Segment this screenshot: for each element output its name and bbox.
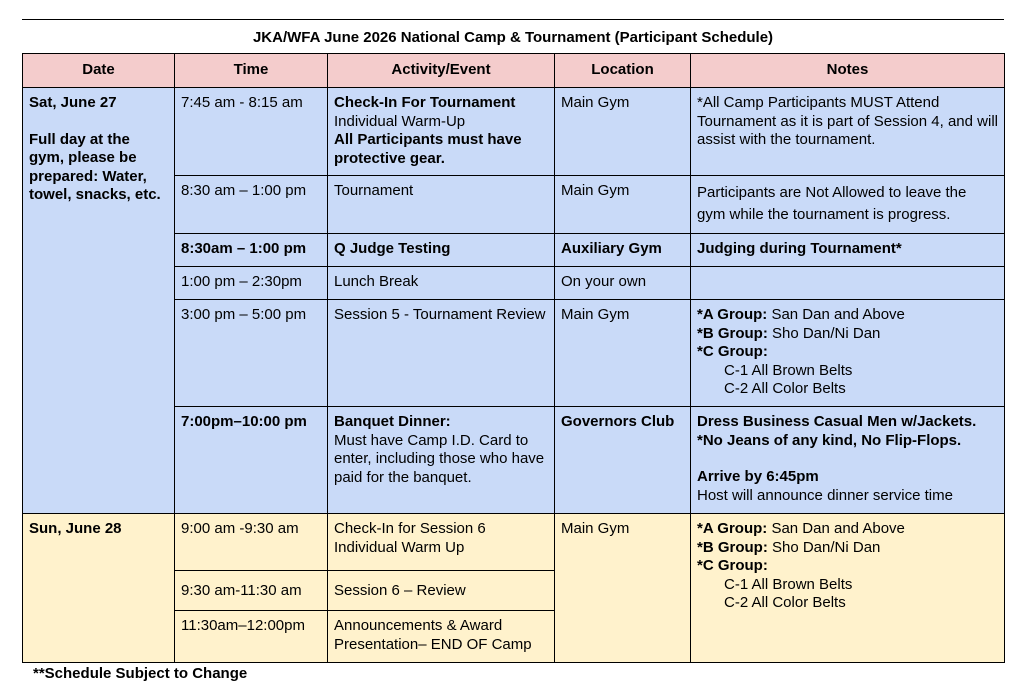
time-cell: 8:30 am – 1:00 pm (175, 176, 328, 234)
group-a-label: *A Group: (697, 520, 768, 537)
schedule-table (22, 53, 1005, 663)
group-b (697, 325, 998, 344)
location-cell (555, 407, 691, 514)
header-activity: Activity/Event (328, 54, 555, 88)
table-row (23, 88, 1005, 176)
group-a-label: *A Group: (697, 306, 768, 323)
group-b (697, 539, 998, 558)
notes-cell (691, 514, 1005, 663)
date-cell-sat (23, 88, 175, 514)
activity-cell (328, 88, 555, 176)
arrive-by: Arrive by 6:45pm (697, 468, 819, 485)
header-notes: Notes (691, 54, 1005, 88)
activity-cell: Announcements & Award Presentation– END OF Camp (328, 611, 555, 663)
group-b-text: Sho Dan/Ni Dan (767, 324, 881, 342)
time-cell: 9:30 am-11:30 am (175, 571, 328, 611)
dress-code: Dress Business Casual Men w/Jackets. (697, 413, 977, 430)
group-c2: C-2 All Color Belts (724, 594, 846, 611)
activity-cell: Lunch Break (328, 267, 555, 300)
date-label: Sun, June 28 (29, 520, 122, 537)
group-c-label: *C Group: (697, 557, 768, 574)
activity-text: Q Judge Testing (334, 240, 451, 257)
time-cell: 7:45 am - 8:15 am (175, 88, 328, 176)
group-a-text: San Dan and Above (767, 306, 905, 323)
group-a (697, 520, 998, 539)
group-c1: C-1 All Brown Belts (724, 575, 853, 593)
time-cell (175, 407, 328, 514)
notes-cell (691, 300, 1005, 407)
group-b-label: *B Group: (697, 324, 768, 342)
activity-cell (328, 407, 555, 514)
activity-line: Individual Warm-Up (334, 112, 466, 130)
activity-cell: Session 6 – Review (328, 571, 555, 611)
activity-title: Check-In For Tournament (334, 94, 516, 111)
location-cell: Main Gym (555, 88, 691, 176)
group-c-label: *C Group: (697, 343, 768, 360)
time-cell: 1:00 pm – 2:30pm (175, 267, 328, 300)
activity-cell: Check-In for Session 6 Individual Warm Up (328, 514, 555, 571)
header-time: Time (175, 54, 328, 88)
group-a-text: San Dan and Above (767, 520, 905, 537)
notes-cell (691, 267, 1005, 300)
time-text: 7:00pm–10:00 pm (181, 413, 307, 430)
time-cell: 3:00 pm – 5:00 pm (175, 300, 328, 407)
group-a (697, 306, 998, 325)
location-cell: Main Gym (555, 514, 691, 663)
group-b-text: Sho Dan/Ni Dan (767, 538, 881, 556)
schedule-title: JKA/WFA June 2026 National Camp & Tournament (Participant Schedule) (252, 29, 774, 46)
activity-cell: Tournament (328, 176, 555, 234)
footer-note: **Schedule Subject to Change (33, 665, 248, 682)
time-cell: 11:30am–12:00pm (175, 611, 328, 663)
activity-cell: Session 5 - Tournament Review (328, 300, 555, 407)
location-cell: Main Gym (555, 176, 691, 234)
notes-cell: Participants are Not Allowed to leave the gym while the tournament is progress. (691, 176, 1005, 234)
notes-text: Judging during Tournament* (697, 240, 902, 257)
activity-cell (328, 234, 555, 267)
notes-cell (691, 234, 1005, 267)
activity-detail: Must have Camp I.D. Card to enter, including those who have paid for the banquet. (334, 431, 545, 486)
date-cell-sun (23, 514, 175, 663)
time-text: 8:30am – 1:00 pm (181, 240, 307, 257)
location-cell (555, 234, 691, 267)
header-row (23, 54, 1005, 88)
location-text: Governors Club (561, 413, 675, 430)
header-date: Date (23, 54, 175, 88)
notes-cell: *All Camp Participants MUST Attend Tournament as it is part of Session 4, and will assist with the tournament. (691, 88, 1005, 176)
location-cell: On your own (555, 267, 691, 300)
group-c2: C-2 All Color Belts (724, 380, 846, 397)
host-note: Host will announce dinner service time (697, 486, 953, 504)
top-rule (22, 19, 1004, 20)
date-label: Sat, June 27 (29, 94, 117, 111)
location-text: Auxiliary Gym (561, 240, 662, 257)
location-cell: Main Gym (555, 300, 691, 407)
header-location: Location (555, 54, 691, 88)
no-jeans-note: *No Jeans of any kind, No Flip-Flops. (697, 431, 962, 449)
activity-warning: All Participants must have protective gear. (334, 131, 522, 167)
time-cell: 9:00 am -9:30 am (175, 514, 328, 571)
date-note: Full day at the gym, please be prepared: Water, towel, snacks, etc. (29, 130, 161, 203)
group-c1: C-1 All Brown Belts (724, 361, 853, 379)
time-cell (175, 234, 328, 267)
group-b-label: *B Group: (697, 538, 768, 556)
activity-title: Banquet Dinner: (334, 413, 451, 430)
table-row (23, 514, 1005, 571)
notes-cell (691, 407, 1005, 514)
